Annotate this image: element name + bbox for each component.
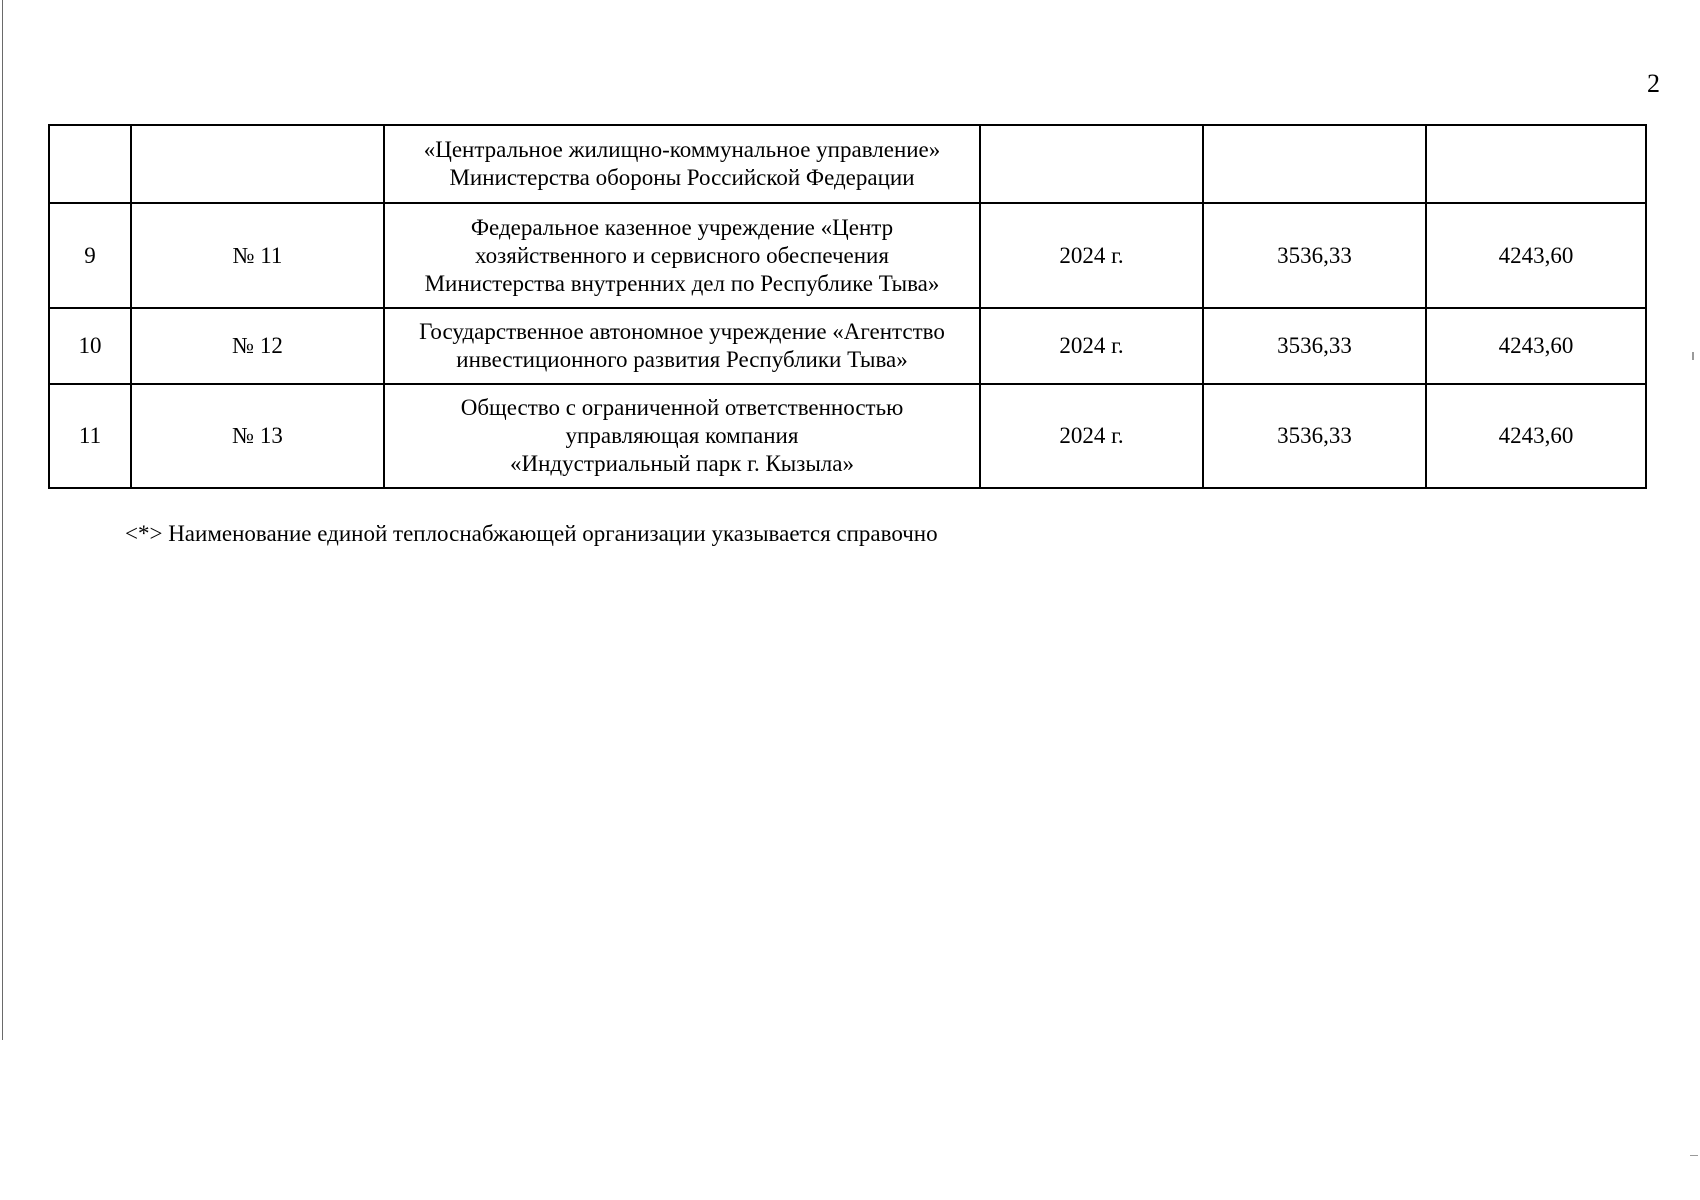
source-number-cell [131,125,384,203]
value-b-cell: 4243,60 [1426,308,1646,384]
page-left-edge [2,0,3,1040]
year-cell: 2024 г. [980,384,1203,488]
value-b-cell [1426,125,1646,203]
organization-line: Министерства обороны Российской Федерации [449,165,915,190]
row-number-cell: 11 [49,384,131,488]
organization-cell [384,203,980,308]
value-b-cell: 4243,60 [1426,384,1646,488]
scan-artifact [1692,352,1694,360]
value-a-cell: 3536,33 [1203,308,1426,384]
value-b-cell: 4243,60 [1426,203,1646,308]
table-row [49,203,1646,308]
organization-line: «Центральное жилищно-коммунальное управление» [423,137,941,162]
scan-artifact [1690,1155,1698,1156]
organization-cell [384,125,980,203]
organization-cell [384,384,980,488]
organization-line: инвестиционного развития Республики Тыва» [456,347,908,372]
row-number-cell: 9 [49,203,131,308]
value-a-cell [1203,125,1426,203]
source-number-cell: № 11 [131,203,384,308]
row-number-cell [49,125,131,203]
organization-line: «Индустриальный парк г. Кызыла» [510,451,854,476]
organization-cell [384,308,980,384]
tariff-table [48,124,1647,489]
value-a-cell: 3536,33 [1203,384,1426,488]
organization-line: Федеральное казенное учреждение «Центр [470,214,894,240]
organization-line: хозяйственного и сервисного обеспечения [475,242,889,268]
organization-line: Государственное автономное учреждение «Агентство [419,319,945,344]
value-a-cell: 3536,33 [1203,203,1426,308]
page-number: 2 [1647,69,1660,98]
table-row [49,308,1646,384]
table-row [49,125,1646,203]
source-number-cell: № 13 [131,384,384,488]
organization-line: управляющая компания [565,423,799,448]
row-number-cell: 10 [49,308,131,384]
year-cell: 2024 г. [980,308,1203,384]
organization-line: Министерства внутренних дел по Республике Тыва» [424,270,940,296]
footnote: <*> Наименование единой теплоснабжающей организации указывается справочно [125,521,938,546]
table-row [49,384,1646,488]
year-cell [980,125,1203,203]
organization-line: Общество с ограниченной ответственностью [460,395,904,420]
year-cell: 2024 г. [980,203,1203,308]
source-number-cell: № 12 [131,308,384,384]
